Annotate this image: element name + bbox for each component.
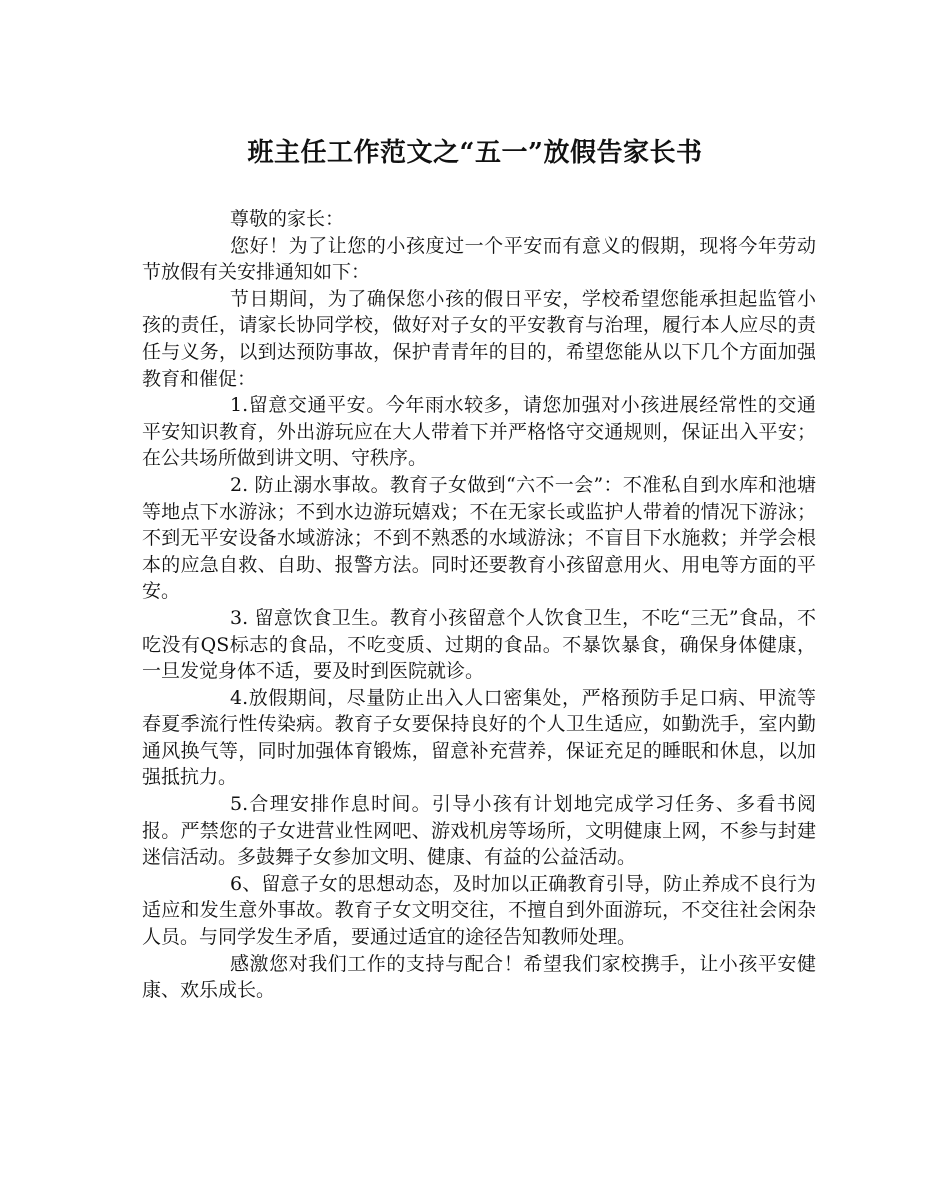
paragraph-item-2-drowning: 2. 防止溺水事故。教育子女做到“六不一会”：不准私自到水库和池塘等地点下水游泳；不到水边游玩嬉戏；不在无家长或监护人带着的情况下游泳；不到无平安设备水域游泳；不到不熟悉的水域游泳；不盲目下水施救；并学会根本的应急自救、自助、报警方法。同时还要教育小孩留意用火、用电等方面的平安。 (142, 473, 816, 603)
paragraph-item-3-food: 3. 留意饮食卫生。教育小孩留意个人饮食卫生，不吃“三无”食品，不吃没有QS标志的食品，不吃变质、过期的食品。不暴饮暴食，确保身体健康，一旦发觉身体不适，要及时到医院就诊。 (142, 606, 816, 683)
paragraph-intro: 您好！为了让您的小孩度过一个平安而有意义的假期，现将今年劳动节放假有关安排通知如下： (142, 234, 816, 284)
paragraph-item-1-traffic: 1.留意交通平安。今年雨水较多，请您加强对小孩进展经常性的交通平安知识教育，外出游玩应在大人带着下并严格恪守交通规则，保证出入平安；在公共场所做到讲文明、守秩序。 (142, 394, 816, 470)
paragraph-item-4-disease: 4.放假期间，尽量防止出入人口密集处，严格预防手足口病、甲流等春夏季流行性传染病。教育子女要保持良好的个人卫生适应，如勤洗手，室内勤通风换气等，同时加强体育锻炼，留意补充营养，保证充足的睡眠和休息，以加强抵抗力。 (142, 686, 816, 789)
document-body (142, 206, 816, 1004)
paragraph-closing: 感激您对我们工作的支持与配合！希望我们家校携手，让小孩平安健康、欢乐成长。 (142, 952, 816, 1002)
paragraph-holiday-safety: 节日期间，为了确保您小孩的假日平安，学校希望您能承担起监管小孩的责任，请家长协同学校，做好对子女的平安教育与治理，履行本人应尽的责任与义务，以到达预防事故，保护青青年的目的，希望您能从以下几个方面加强教育和催促： (142, 287, 816, 390)
paragraph-item-5-schedule: 5.合理安排作息时间。引导小孩有计划地完成学习任务、多看书阅报。严禁您的子女进营业性网吧、游戏机房等场所，文明健康上网，不参与封建迷信活动。多鼓舞子女参加文明、健康、有益的公益活动。 (142, 793, 816, 869)
document-title: 班主任工作范文之“五一”放假告家长书 (247, 138, 703, 168)
paragraph-item-6-behavior: 6、留意子女的思想动态，及时加以正确教育引导，防止养成不良行为适应和发生意外事故。教育子女文明交往，不擅自到外面游玩，不交往社会闲杂人员。与同学发生矛盾，要通过适宜的途径告知教师处理。 (142, 872, 816, 949)
greeting: 尊敬的家长： (230, 208, 345, 230)
